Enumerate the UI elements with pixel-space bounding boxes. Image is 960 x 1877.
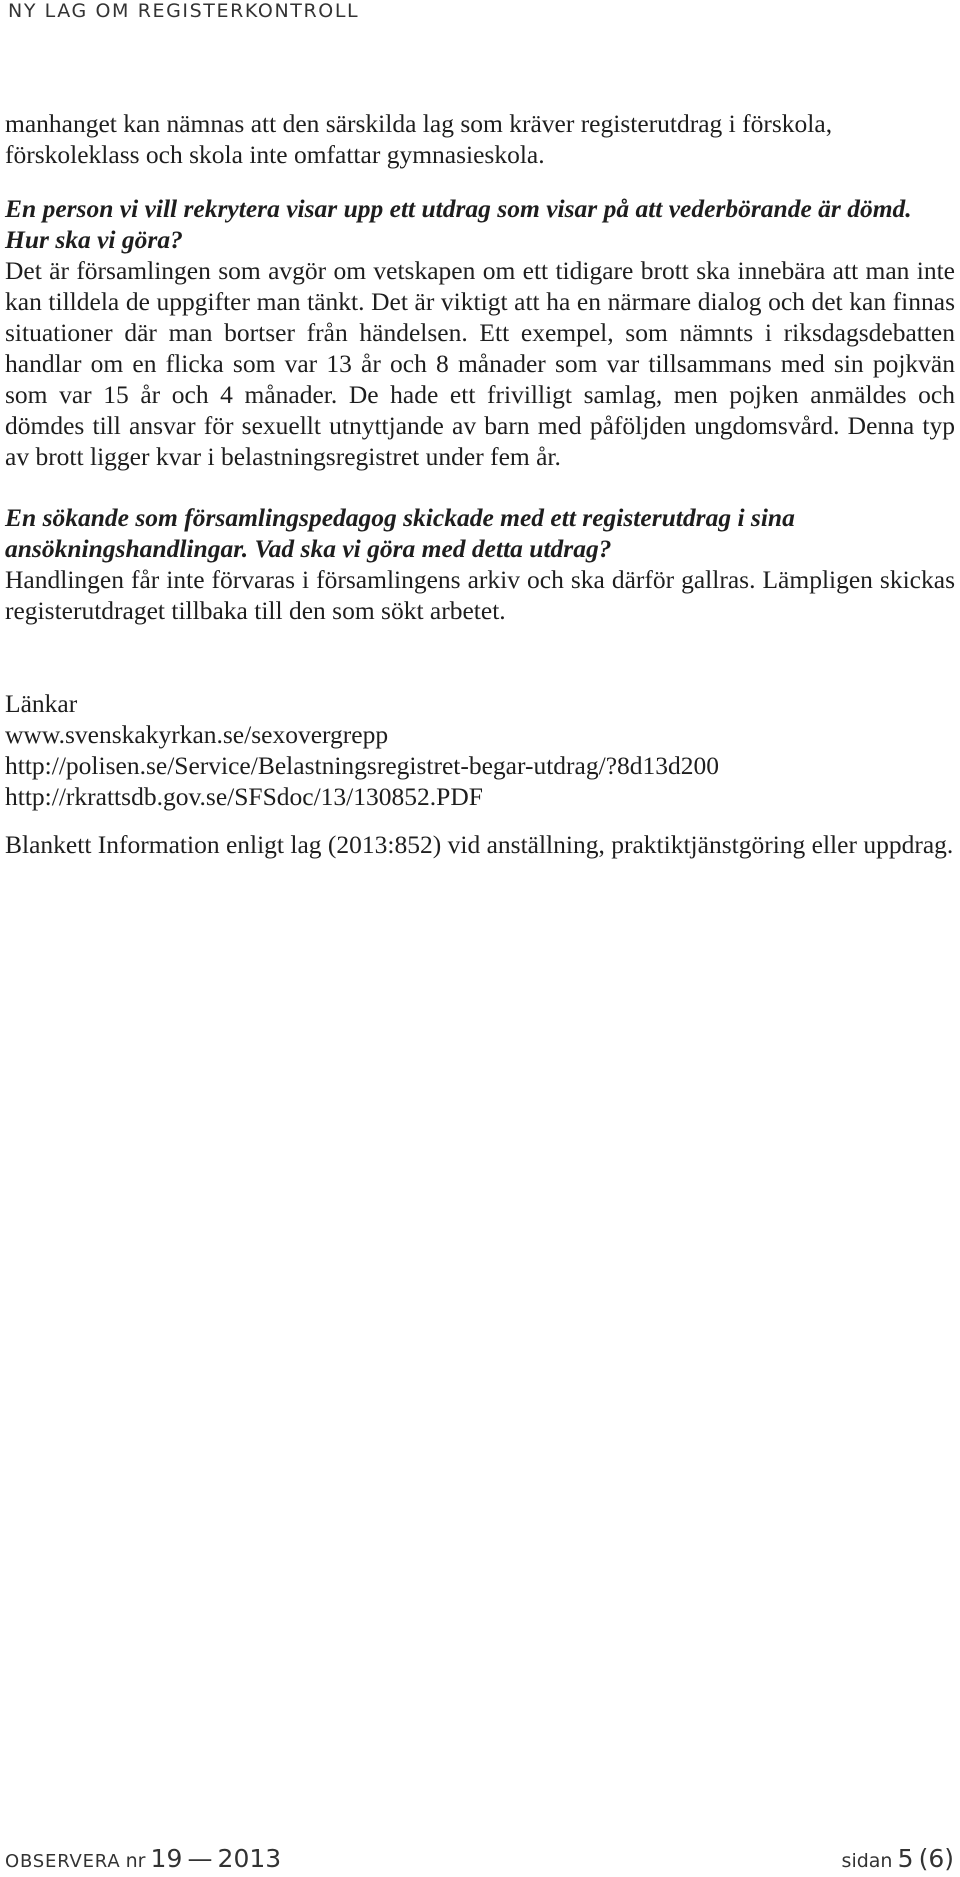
footer-nr-label: nr (125, 1850, 146, 1872)
question-1: En person vi vill rekrytera visar upp ett utdrag som visar på att vederbörande är dömd. Hur ska vi göra? (5, 194, 912, 254)
footer-issue-number: 19 (150, 1844, 183, 1873)
link-svenskakyrkan[interactable]: www.svenskakyrkan.se/sexovergrepp (5, 720, 389, 749)
footer-magazine-name: OBSERVERA (5, 1851, 121, 1872)
article-body (5, 108, 955, 860)
footer-issue (5, 1844, 281, 1873)
intro-paragraph: manhanget kan nämnas att den särskilda lag som kräver registerutdrag i förskola, förskoleklass och skola inte omfattar gymnasieskola. (5, 109, 833, 169)
footer-page-number (842, 1844, 954, 1873)
form-note: Blankett Information enligt lag (2013:852) vid anställning, praktiktjänstgöring eller uppdrag. (5, 830, 954, 859)
question-2: En sökande som församlingspedagog skickade med ett registerutdrag i sina ansökningshandlingar. Vad ska vi göra med detta utdrag? (5, 503, 795, 563)
answer-2: Handlingen får inte förvaras i församlingens arkiv och ska därför gallras. Lämpligen skickas registerutdraget tillbaka till den som sökt arbetet. (5, 565, 955, 625)
footer-dash: — (187, 1844, 213, 1873)
running-header-title: NY LAG OM REGISTERKONTROLL (8, 0, 360, 22)
link-rkrattsdb[interactable]: http://rkrattsdb.gov.se/SFSdoc/13/130852.PDF (5, 782, 483, 811)
links-heading: Länkar (5, 689, 78, 718)
footer-page-label: sidan (841, 1850, 893, 1872)
link-polisen[interactable]: http://polisen.se/Service/Belastningsregistret-begar-utdrag/?8d13d200 (5, 751, 720, 780)
answer-1: Det är församlingen som avgör om vetskapen om ett tidigare brott ska innebära att man inte kan tilldela de uppgifter man tänkt. Det är viktigt att ha en närmare dialog och det kan finnas situationer där man bortser från händelsen. Ett exempel, som nämnts i riksdagsdebatten handlar om en flicka som var 13 år och 8 månader som var tillsammans med sin pojkvän som var 15 år och 4 månader. De hade ett frivilligt samlag, men pojken anmäldes och dömdes till ansvar för sexuellt utnyttjande av barn med påföljden ungdomsvård. Denna typ av brott ligger kvar i belastningsregistret under fem år. (5, 256, 955, 471)
footer-page-total: (6) (918, 1844, 954, 1873)
footer-year: 2013 (217, 1844, 282, 1873)
footer-page-current: 5 (897, 1844, 914, 1873)
